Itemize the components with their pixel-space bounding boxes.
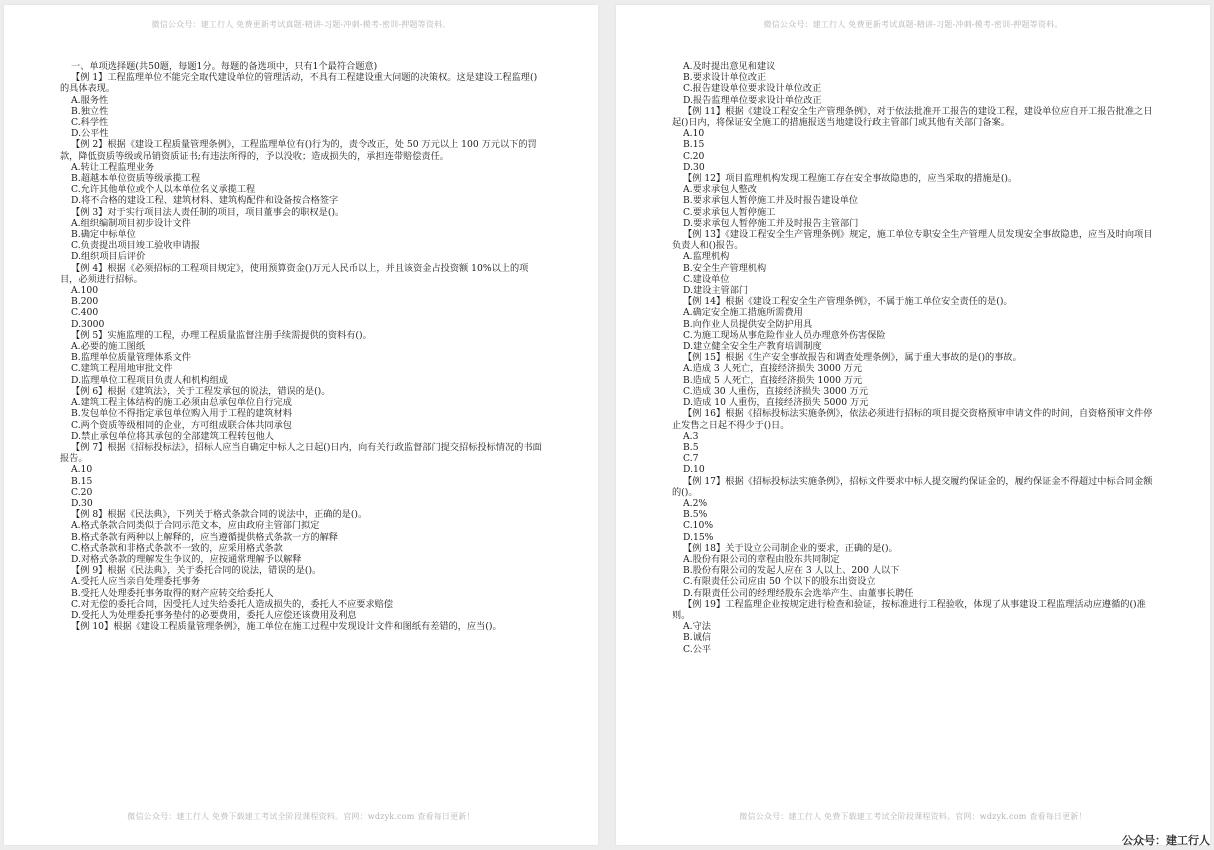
answer-option: C.20 — [683, 150, 705, 162]
question-text: 【例 17】根据《招标投标法实施条例》，招标文件要求中标人提交履约保证金的，履约保证金不得超过中标合同金额的()。 — [672, 475, 1153, 498]
answer-option: C.允许其他单位或个人以本单位名义承揽工程 — [71, 184, 256, 196]
answer-option: A.监理机构 — [683, 251, 730, 263]
page-footer: 微信公众号：建工行人 免费下载建工考试全阶段课程资料。官网：wdzyk.com 查看每日更新！ — [739, 812, 1087, 821]
answer-option: C.建设单位 — [683, 273, 730, 285]
answer-option: B.15 — [71, 475, 93, 487]
answer-option: D.公平性 — [71, 128, 109, 140]
answer-option: C.400 — [71, 307, 99, 319]
answer-option: A.格式条款合同类似于合同示范文本，应由政府主管部门拟定 — [71, 520, 320, 532]
answer-option: D.报告监理单位要求设计单位改正 — [683, 94, 822, 106]
question-text: 【例 19】工程监理企业按规定进行检查和验证，按标准进行工程验收，体现了从事建设工程监理活动应遵循的()准则。 — [672, 598, 1146, 621]
answer-option: C.有限责任公司应由 50 个以下的股东出资设立 — [683, 576, 876, 588]
answer-option: A.造成 3 人死亡，直接经济损失 3000 万元 — [683, 363, 863, 375]
answer-option: C.建筑工程用地审批文件 — [71, 363, 173, 375]
question-text: 【例 9】根据《民法典》，关于委托合同的说法，错误的是()。 — [71, 565, 322, 577]
document-page-right — [616, 5, 1210, 845]
question-text: 【例 14】根据《建设工程安全生产管理条例》，不属于施工单位安全责任的是()。 — [683, 296, 1013, 308]
answer-option: B.股份有限公司的发起人应在 3 人以上、200 人以下 — [683, 565, 900, 577]
answer-option: B.独立性 — [71, 105, 109, 117]
answer-option: A.要求承包人整改 — [683, 184, 757, 196]
answer-option: D.15% — [683, 531, 714, 543]
answer-option: B.受托人处理委托事务取得的财产应转交给委托人 — [71, 587, 274, 599]
answer-option: D.建设主管部门 — [683, 285, 749, 297]
answer-option: C.对无偿的委托合同，因受托人过失给委托人造成损失的，委托人不应要求赔偿 — [71, 598, 394, 610]
answer-option: B.安全生产管理机构 — [683, 262, 767, 274]
answer-option: A.2% — [683, 497, 708, 509]
question-text: 【例 13】《建设工程安全生产管理条例》规定，施工单位专职安全生产管理人员发现安全事故隐患，应当及时向项目负责人和()报告。 — [672, 229, 1153, 252]
answer-option: D.10 — [683, 464, 705, 476]
answer-option: A.守法 — [683, 621, 711, 633]
question-text: 【例 5】实施监理的工程，办理工程质量监督注册手续需提供的资料有()。 — [71, 329, 372, 341]
answer-option: C.负责提出项目竣工验收申请报 — [71, 240, 201, 252]
answer-option: C.为施工现场从事危险作业人员办理意外伤害保险 — [683, 329, 886, 341]
answer-option: B.5% — [683, 509, 708, 521]
answer-option: D.组织项目后评价 — [71, 251, 146, 263]
answer-option: D.监理单位工程项目负责人和机构组成 — [71, 374, 228, 386]
answer-option: B.发包单位不得指定承包单位购入用于工程的建筑材料 — [71, 408, 293, 420]
answer-option: C.两个资质等级相同的企业，方可组成联合体共同承包 — [71, 419, 292, 431]
answer-option: A.组织编制项目初步设计文件 — [71, 217, 191, 229]
question-text: 【例 7】根据《招标投标法》，招标人应当自确定中标人之日起()日内，向有关行政监督部门提交招标投标情况的书面报告。 — [60, 441, 542, 465]
answer-option: C.格式条款和非格式条款不一致的，应采用格式条款 — [71, 542, 283, 554]
answer-option: C.20 — [71, 486, 93, 498]
answer-option: A.受托人应当亲自处理委托事务 — [71, 576, 201, 588]
answer-option: B.监理单位质量管理体系文件 — [71, 352, 191, 364]
question-text: 【例 2】根据《建设工程质量管理条例》，工程监理单位有()行为的，责令改正，处 50 万元以上 100 万元以下的罚款，降低资质等级或吊销资质证书;有违法所得的，予以没收；造成损失的，承担连带赔偿责任。 — [60, 139, 537, 162]
answer-option: B.200 — [71, 296, 99, 308]
question-text: 【例 16】根据《招标投标法实施条例》，依法必须进行招标的项目提交资格预审申请文件的时间，自资格预审文件停止发售之日起不得少于()日。 — [672, 408, 1153, 431]
answer-option: D.受托人为处理委托事务垫付的必要费用，委托人应偿还该费用及利息 — [71, 609, 357, 621]
question-text: 【例 10】根据《建设工程质量管理条例》，施工单位在施工过程中发现设计文件和图纸有差错的，应当()。 — [71, 621, 502, 633]
question-text: 【例 15】根据《生产安全事故报告和调查处理条例》，属于重大事故的是()的事故。 — [683, 352, 1022, 364]
answer-option: B.格式条款有两种以上解释的，应当遵循提供格式条款一方的解释 — [71, 531, 338, 543]
answer-option: C.公平 — [683, 643, 712, 655]
answer-option: A.服务性 — [71, 94, 109, 106]
page-header: 微信公众号：建工行人 免费更新考试真题-精讲-习题-冲刺-模考-密训-押题等资料。 — [763, 20, 1063, 29]
answer-option: A.10 — [71, 464, 93, 476]
answer-option: B.要求承包人暂停施工并及时报告建设单位 — [683, 195, 859, 207]
answer-option: A.3 — [683, 430, 699, 442]
answer-option: D.3000 — [71, 318, 105, 330]
page-footer: 微信公众号：建工行人 免费下载建工考试全阶段课程资料。官网：wdzyk.com 查看每日更新！ — [127, 812, 475, 821]
question-text: 【例 6】根据《建筑法》，关于工程发承包的说法，错误的是()。 — [71, 385, 331, 397]
question-text: 【例 11】根据《建设工程安全生产管理条例》，对于依法批准开工报告的建设工程，建设单位应自开工报告批准之日起()日内，将保证安全施工的措施报送当地建设行政主管部门或其他有关部门备案。 — [672, 105, 1153, 129]
answer-option: B.诚信 — [683, 632, 712, 644]
answer-option: C.报告建设单位要求设计单位改正 — [683, 83, 822, 95]
answer-option: C.科学性 — [71, 117, 109, 129]
answer-option: D.对格式条款的理解发生争议的，应按通常理解予以解释 — [71, 553, 302, 565]
watermark-text: 公众号：建工行人 — [1122, 834, 1210, 847]
answer-option: D.建立健全安全生产教育培训制度 — [683, 341, 822, 353]
question-text: 【例 8】根据《民法典》，下列关于格式条款合同的说法中，正确的是()。 — [71, 509, 368, 521]
answer-option: A.100 — [71, 285, 99, 297]
answer-option: D.造成 10 人重伤，直接经济损失 5000 万元 — [683, 397, 869, 409]
answer-option: D.有限责任公司的经理经股东会选举产生、由董事长聘任 — [683, 587, 914, 599]
answer-option: D.禁止承包单位将其承包的全部建筑工程转包他人 — [71, 430, 274, 442]
answer-option: D.30 — [683, 161, 705, 173]
answer-option: C.造成 30 人重伤，直接经济损失 3000 万元 — [683, 385, 869, 397]
answer-option: B.确定中标单位 — [71, 229, 136, 241]
answer-option: C.要求承包人暂停施工 — [683, 206, 776, 218]
answer-option: B.15 — [683, 139, 705, 151]
answer-option: A.及时提出意见和建议 — [683, 61, 776, 72]
answer-option: A.股份有限公司的章程由股东共同制定 — [683, 553, 840, 565]
page-header: 微信公众号：建工行人 免费更新考试真题-精讲-习题-冲刺-模考-密训-押题等资料。 — [151, 20, 451, 29]
question-text: 【例 18】关于设立公司制企业的要求，正确的是()。 — [683, 542, 898, 554]
answer-option: A.转让工程监理业务 — [71, 161, 155, 173]
section-heading: 一、单项选择题(共50题，每题1分。每题的备选项中，只有1个最符合题意) — [71, 61, 378, 72]
answer-option: B.向作业人员提供安全防护用具 — [683, 318, 813, 330]
answer-option: B.要求设计单位改正 — [683, 72, 767, 84]
answer-option: A.确定安全施工措施所需费用 — [683, 307, 803, 319]
answer-option: D.将不合格的建设工程、建筑材料、建筑构配件和设备按合格签字 — [71, 195, 339, 207]
question-text: 【例 1】工程监理单位不能完全取代建设单位的管理活动，不具有工程建设重大问题的决策权。这是建设工程监理()的具体表现。 — [60, 72, 538, 95]
page-content — [60, 61, 542, 632]
answer-option: C.7 — [683, 453, 699, 465]
answer-option: B.超越本单位资质等级承揽工程 — [71, 173, 201, 185]
question-text: 【例 12】项目监理机构发现工程施工存在安全事故隐患的，应当采取的措施是()。 — [683, 173, 1018, 185]
answer-option: B.5 — [683, 441, 699, 453]
answer-option: B.造成 5 人死亡，直接经济损失 1000 万元 — [683, 374, 863, 386]
answer-option: D.30 — [71, 497, 93, 509]
answer-option: A.建筑工程主体结构的施工必须由总承包单位自行完成 — [71, 397, 292, 409]
answer-option: C.10% — [683, 520, 714, 532]
question-text: 【例 3】对于实行项目法人责任制的项目，项目董事会的职权是()。 — [71, 206, 345, 218]
answer-option: A.10 — [683, 128, 705, 140]
page-content — [672, 61, 1154, 655]
document-page-left — [4, 5, 598, 845]
answer-option: A.必要的施工图纸 — [71, 341, 145, 353]
answer-option: D.要求承包人暂停施工并及时报告主管部门 — [683, 217, 859, 229]
question-text: 【例 4】根据《必须招标的工程项目规定》，使用预算资金()万元人民币以上，并且该资金占投资额 10%以上的项目，必须进行招标。 — [60, 262, 529, 285]
